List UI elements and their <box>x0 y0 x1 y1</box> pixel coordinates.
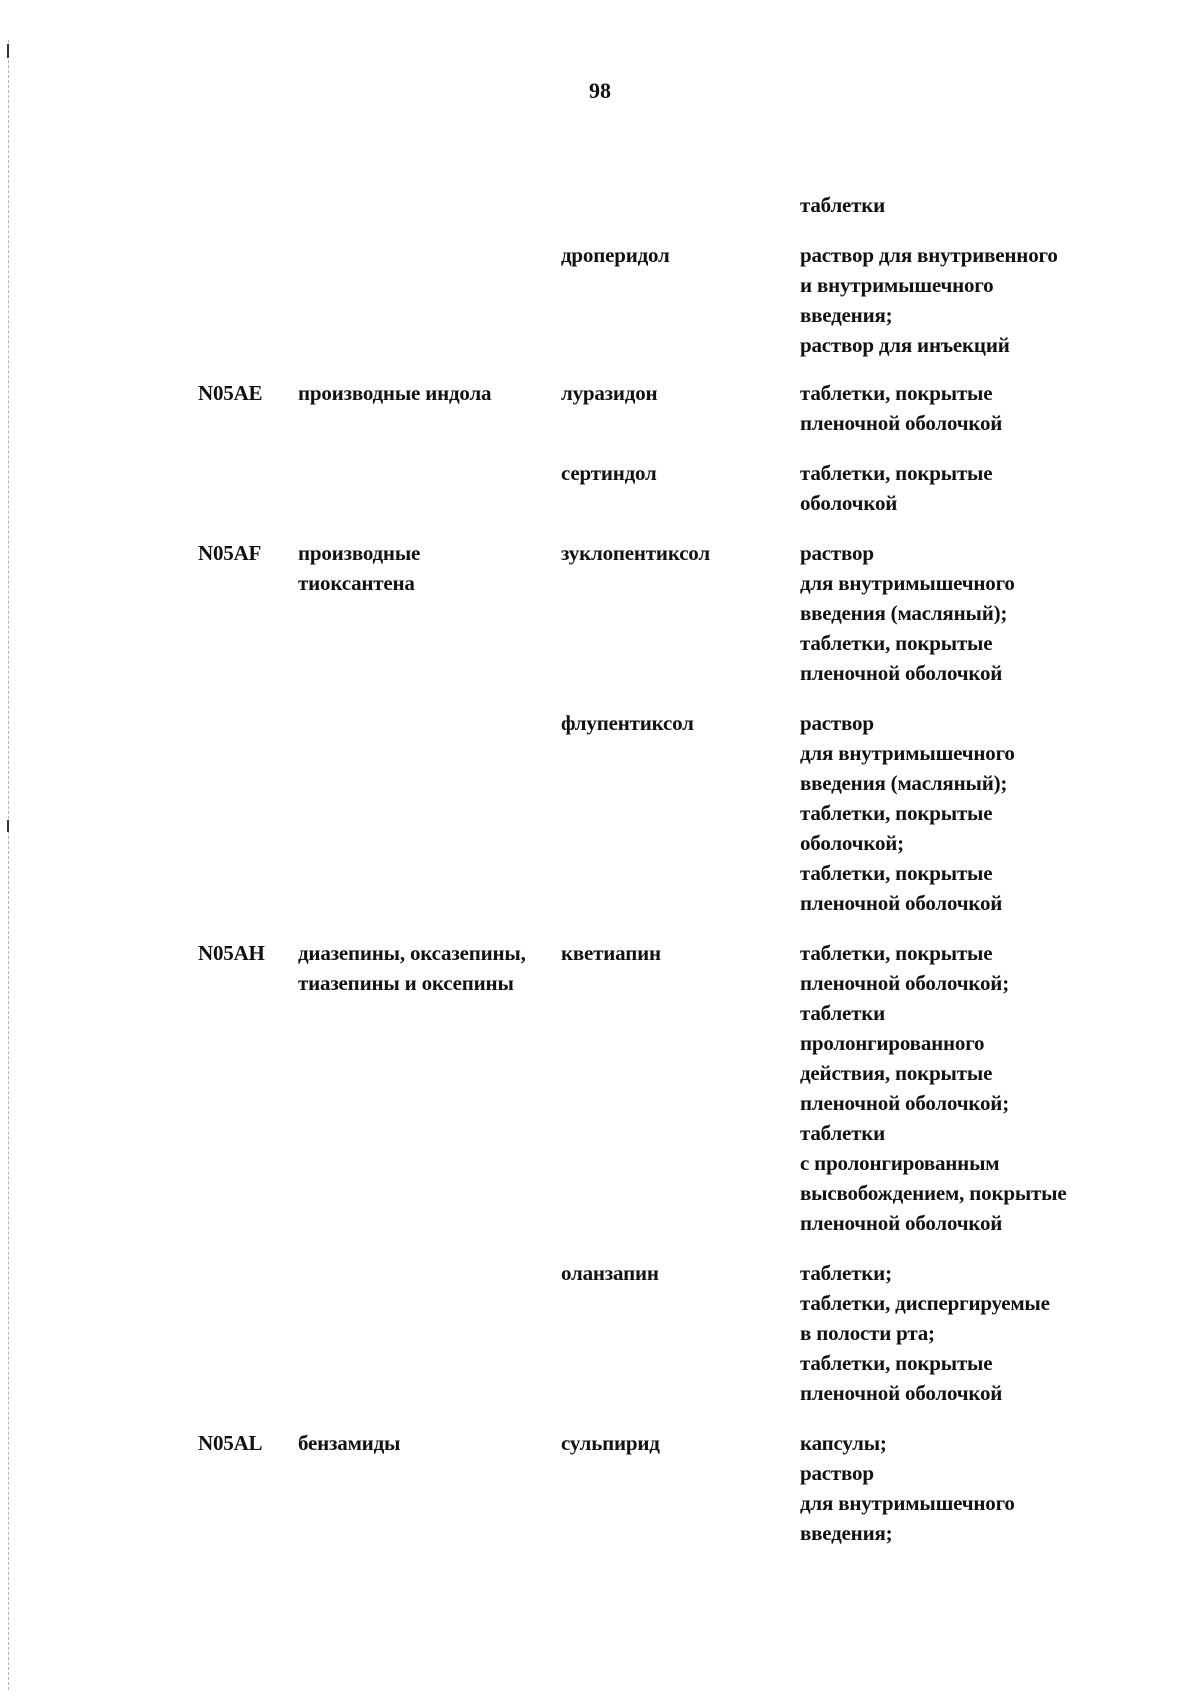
dosage-form-line: таблетки, диспергируемые <box>800 1291 1050 1315</box>
dosage-form-line: пленочной оболочкой <box>800 891 1003 915</box>
scan-margin-line <box>8 40 9 1690</box>
group-line: производные <box>298 541 421 565</box>
atc-code: N05AF <box>198 541 262 565</box>
dosage-form-line: пленочной оболочкой; <box>800 971 1009 995</box>
dosage-form-line: пленочной оболочкой <box>800 1381 1003 1405</box>
dosage-form-line: с пролонгированным <box>800 1151 1000 1175</box>
dosage-form-line: для внутримышечного <box>800 571 1015 595</box>
dosage-form-line: раствор <box>800 541 874 565</box>
dosage-form-line: введения (масляный); <box>800 771 1008 795</box>
drug-name: луразидон <box>561 381 658 405</box>
page-number: 98 <box>589 78 611 103</box>
pharmacological-group <box>298 538 560 598</box>
dosage-form-line: введения (масляный); <box>800 601 1008 625</box>
atc-code: N05AE <box>198 381 263 405</box>
dosage-form-line: таблетки, покрытые <box>800 461 993 485</box>
dosage-form-line: действия, покрытые <box>800 1061 993 1085</box>
dosage-form-line: таблетки <box>800 193 886 217</box>
atc-code: N05AL <box>198 1431 263 1455</box>
drug-name: флупентиксол <box>561 711 694 735</box>
dosage-form-line: таблетки, покрытые <box>800 1351 993 1375</box>
group-line: тиазепины и оксепины <box>298 971 514 995</box>
drug-name: сульпирид <box>561 1431 660 1455</box>
group-line: производные индола <box>298 381 492 405</box>
dosage-form-line: таблетки, покрытые <box>800 861 993 885</box>
dosage-forms <box>800 708 1200 918</box>
group-line: тиоксантена <box>298 571 415 595</box>
dosage-form-line: раствор <box>800 1461 874 1485</box>
dosage-form-line: оболочкой <box>800 491 898 515</box>
dosage-form-line: таблетки <box>800 1121 886 1145</box>
dosage-forms <box>800 938 1200 1238</box>
drug-name: зуклопентиксол <box>561 541 710 565</box>
group-line: бензамиды <box>298 1431 401 1455</box>
dosage-form-line: таблетки, покрытые <box>800 381 993 405</box>
dosage-form-line: таблетки; <box>800 1261 892 1285</box>
dosage-form-line: таблетки <box>800 1001 886 1025</box>
dosage-form-line: пролонгированного <box>800 1031 985 1055</box>
dosage-form-line: оболочкой; <box>800 831 904 855</box>
dosage-form-line: раствор для внутривенного <box>800 243 1058 267</box>
dosage-form-line: для внутримышечного <box>800 1491 1015 1515</box>
dosage-form-line: пленочной оболочкой <box>800 661 1003 685</box>
dosage-form-line: раствор <box>800 711 874 735</box>
dosage-form-line: в полости рта; <box>800 1321 935 1345</box>
drug-name: дроперидол <box>561 243 670 267</box>
dosage-form-line: таблетки, покрытые <box>800 631 993 655</box>
dosage-form-line: раствор для инъекций <box>800 333 1010 357</box>
dosage-form-line: для внутримышечного <box>800 741 1015 765</box>
dosage-forms <box>800 240 1200 360</box>
pharmacological-group <box>298 1428 560 1458</box>
dosage-form-line: таблетки, покрытые <box>800 941 993 965</box>
dosage-form-line: пленочной оболочкой; <box>800 1091 1009 1115</box>
dosage-forms <box>800 1258 1200 1408</box>
dosage-form-line: введения; <box>800 303 893 327</box>
scan-margin-mark <box>7 820 9 832</box>
drug-name: сертиндол <box>561 461 657 485</box>
dosage-forms <box>800 378 1200 438</box>
pharmacological-group <box>298 378 560 408</box>
dosage-forms <box>800 1428 1200 1548</box>
dosage-form-line: высвобождением, покрытые <box>800 1181 1067 1205</box>
dosage-form-line: пленочной оболочкой <box>800 1211 1003 1235</box>
atc-code: N05AH <box>198 941 265 965</box>
dosage-form-line: и внутримышечного <box>800 273 994 297</box>
dosage-form-line: введения; <box>800 1521 893 1545</box>
dosage-forms <box>800 538 1200 688</box>
dosage-form-line: капсулы; <box>800 1431 887 1455</box>
dosage-form-line: пленочной оболочкой <box>800 411 1003 435</box>
drug-name: кветиапин <box>561 941 661 965</box>
dosage-forms <box>800 458 1200 518</box>
pharmacological-group <box>298 938 560 998</box>
dosage-forms <box>800 190 1200 220</box>
scan-margin-mark <box>7 44 9 58</box>
dosage-form-line: таблетки, покрытые <box>800 801 993 825</box>
group-line: диазепины, оксазепины, <box>298 941 526 965</box>
drug-name: оланзапин <box>561 1261 659 1285</box>
